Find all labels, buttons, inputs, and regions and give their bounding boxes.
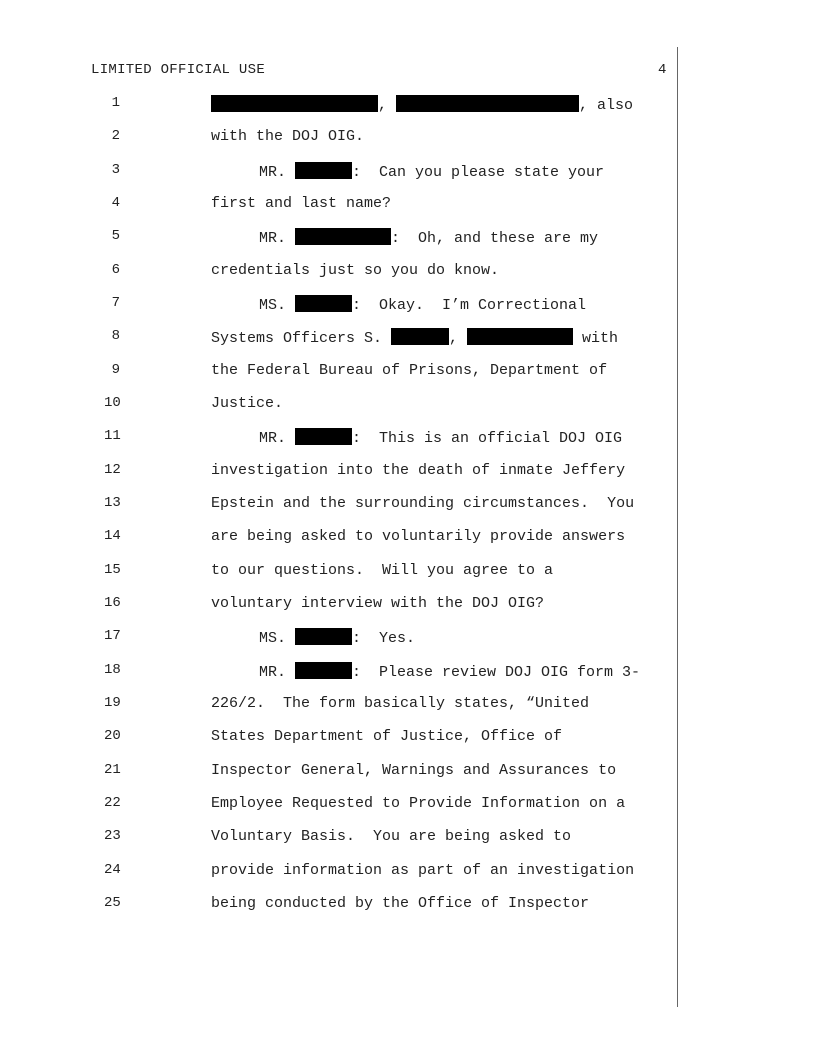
line-number: 21 (104, 762, 121, 778)
transcript-line (0, 262, 680, 282)
redaction-block (295, 162, 352, 179)
line-text: to our questions. Will you agree to a (211, 562, 554, 579)
line-number: 11 (104, 428, 121, 444)
line-text: investigation into the death of inmate Jeffery (211, 462, 626, 479)
transcript-line (0, 762, 680, 782)
line-number: 2 (111, 128, 120, 144)
redaction-block (391, 328, 449, 345)
transcript-line (0, 295, 680, 315)
transcript-line (0, 562, 680, 582)
transcript-line (0, 195, 680, 215)
redaction-block (295, 662, 352, 679)
redaction-block (211, 95, 378, 112)
line-number: 14 (104, 528, 121, 544)
line-number: 5 (111, 228, 120, 244)
transcript-line (0, 462, 680, 482)
line-text: first and last name? (211, 195, 392, 212)
page-header-classification: LIMITED OFFICIAL USE (91, 62, 266, 78)
line-text: Epstein and the surrounding circumstances. You (211, 495, 635, 512)
line-number: 16 (104, 595, 121, 611)
line-text: Inspector General, Warnings and Assurances to (211, 762, 617, 779)
line-text: MR. : Can you please state your (259, 164, 605, 181)
redaction-block (295, 228, 391, 245)
line-text: MR. : Oh, and these are my (259, 230, 599, 247)
line-text: , , also (211, 95, 633, 114)
transcript-line (0, 395, 680, 415)
line-text: are being asked to voluntarily provide answers (211, 528, 626, 545)
line-number: 17 (104, 628, 121, 644)
transcript-line (0, 895, 680, 915)
line-text: the Federal Bureau of Prisons, Department of (211, 362, 608, 379)
transcript-line (0, 328, 680, 348)
line-text: MR. : Please review DOJ OIG form 3- (259, 664, 641, 681)
line-number: 9 (111, 362, 120, 378)
line-text: with the DOJ OIG. (211, 128, 365, 145)
transcript-line (0, 162, 680, 182)
line-text: MR. : This is an official DOJ OIG (259, 430, 623, 447)
transcript-line (0, 795, 680, 815)
line-text: provide information as part of an investigation (211, 862, 635, 879)
line-number: 24 (104, 862, 121, 878)
transcript-line (0, 362, 680, 382)
line-number: 4 (111, 195, 120, 211)
redaction-block (396, 95, 579, 112)
line-text: MS. : Yes. (259, 630, 416, 647)
line-number: 3 (111, 162, 120, 178)
line-number: 20 (104, 728, 121, 744)
line-text: MS. : Okay. I’m Correctional (259, 297, 587, 314)
transcript-line (0, 662, 680, 682)
transcript-line (0, 428, 680, 448)
line-text: Voluntary Basis. You are being asked to (211, 828, 572, 845)
line-number: 1 (111, 95, 120, 111)
line-number: 6 (111, 262, 120, 278)
redaction-block (295, 628, 352, 645)
line-number: 13 (104, 495, 121, 511)
line-text: credentials just so you do know. (211, 262, 500, 279)
transcript-line (0, 595, 680, 615)
transcript-line (0, 95, 680, 115)
line-number: 18 (104, 662, 121, 678)
line-number: 19 (104, 695, 121, 711)
line-number: 25 (104, 895, 121, 911)
line-number: 7 (111, 295, 120, 311)
line-text: 226/2. The form basically states, “United (211, 695, 590, 712)
line-text: States Department of Justice, Office of (211, 728, 563, 745)
redaction-block (467, 328, 573, 345)
line-text: Justice. (211, 395, 284, 412)
transcript-line (0, 495, 680, 515)
transcript-line (0, 228, 680, 248)
line-number: 15 (104, 562, 121, 578)
line-text: Systems Officers S. , with (211, 330, 619, 347)
line-text: Employee Requested to Provide Information on a (211, 795, 626, 812)
line-text: voluntary interview with the DOJ OIG? (211, 595, 545, 612)
line-number: 8 (111, 328, 120, 344)
line-number: 23 (104, 828, 121, 844)
line-number: 10 (104, 395, 121, 411)
transcript-line (0, 862, 680, 882)
transcript-line (0, 695, 680, 715)
transcript-line (0, 628, 680, 648)
transcript-line (0, 828, 680, 848)
line-text: being conducted by the Office of Inspector (211, 895, 590, 912)
redaction-block (295, 295, 352, 312)
transcript-line (0, 728, 680, 748)
transcript-line (0, 528, 680, 548)
transcript-line (0, 128, 680, 148)
redaction-block (295, 428, 352, 445)
line-number: 22 (104, 795, 121, 811)
line-number: 12 (104, 462, 121, 478)
page-number: 4 (658, 62, 667, 78)
